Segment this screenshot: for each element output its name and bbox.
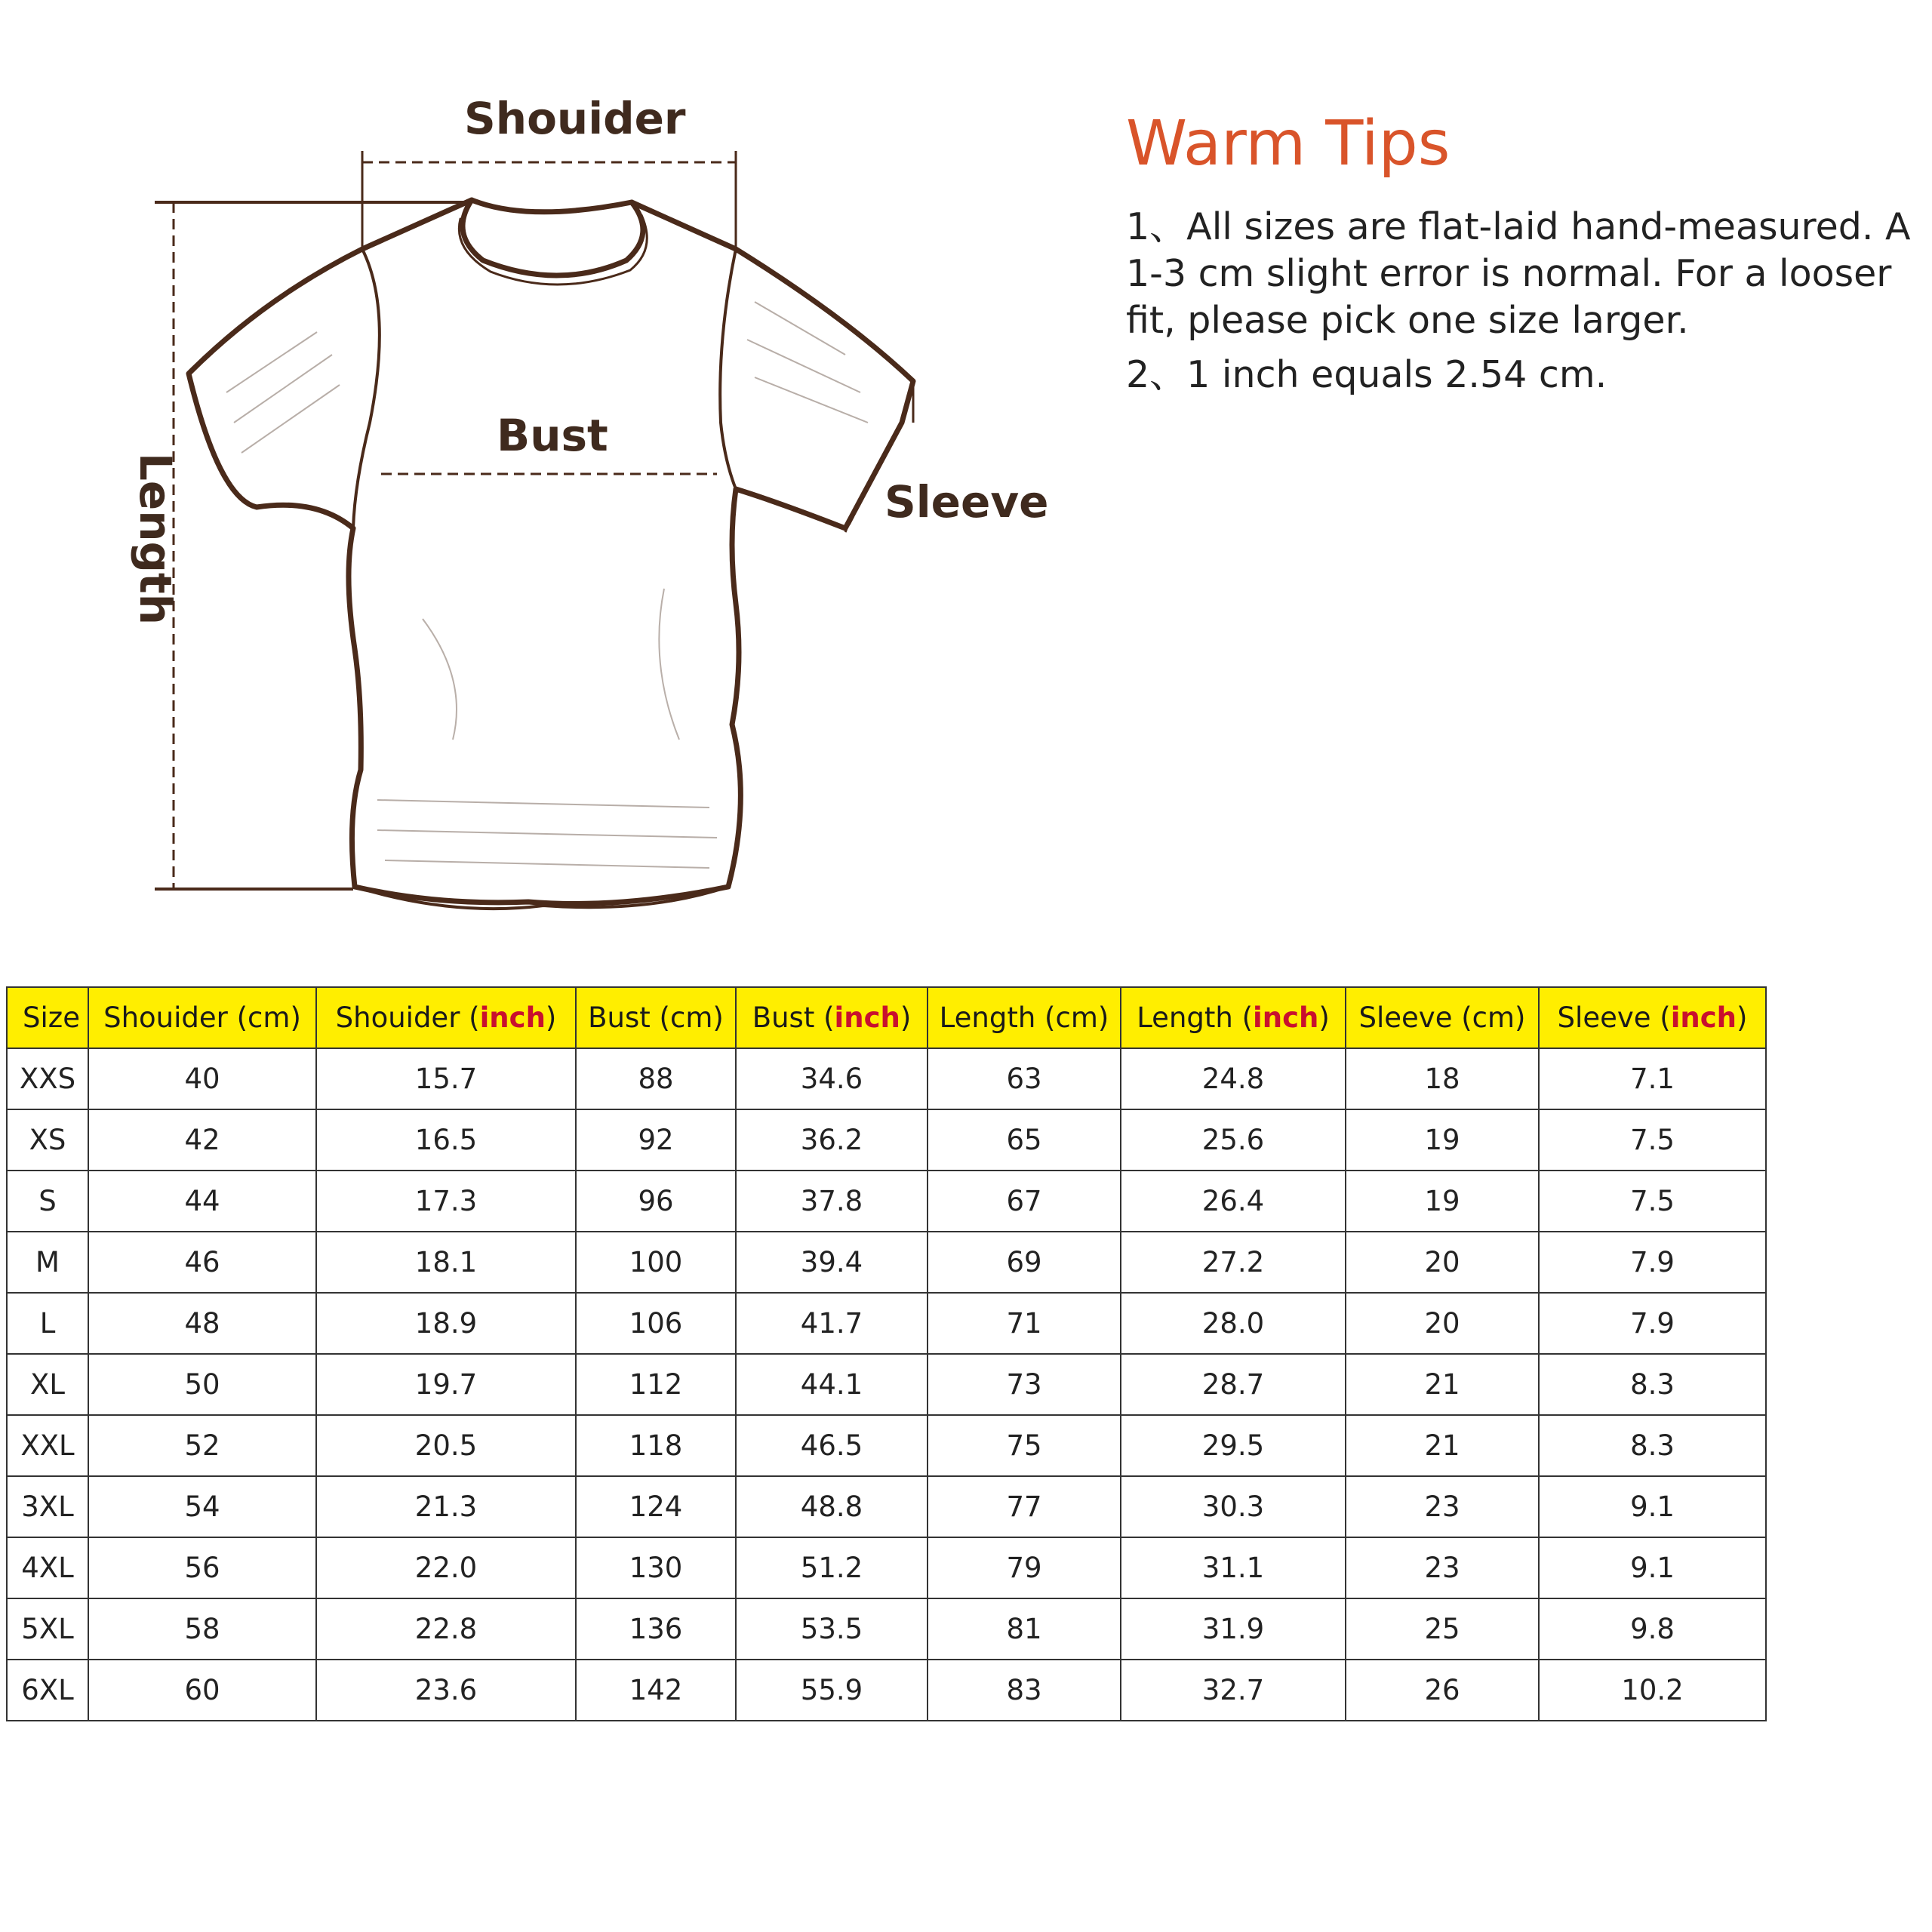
table-row	[7, 1232, 1766, 1293]
measurement-cell: 21	[1346, 1415, 1539, 1476]
measurement-cell: 48	[88, 1293, 316, 1354]
header-text: Bust (	[752, 1001, 835, 1034]
measurement-cell: 22.0	[316, 1537, 576, 1598]
measurement-cell: 56	[88, 1537, 316, 1598]
measurement-cell: 7.5	[1539, 1109, 1766, 1171]
measurement-cell: 31.9	[1121, 1598, 1346, 1660]
measurement-cell: 130	[576, 1537, 736, 1598]
header-text: )	[1737, 1001, 1748, 1034]
measurement-cell: 18.9	[316, 1293, 576, 1354]
unit-highlight: inch	[479, 1001, 546, 1034]
measurement-cell: 69	[928, 1232, 1121, 1293]
table-row	[7, 1048, 1766, 1109]
header-text: Shouider (	[335, 1001, 480, 1034]
measurement-cell: 28.7	[1121, 1354, 1346, 1415]
unit-highlight: inch	[1253, 1001, 1319, 1034]
measurement-cell: 77	[928, 1476, 1121, 1537]
size-cell: 4XL	[7, 1537, 88, 1598]
header-bust-cm: Bust (cm)	[576, 987, 736, 1048]
measurement-cell: 41.7	[736, 1293, 928, 1354]
measurement-cell: 75	[928, 1415, 1121, 1476]
measurement-cell: 21.3	[316, 1476, 576, 1537]
measurement-cell: 55.9	[736, 1660, 928, 1721]
warm-tips-title: Warm Tips	[1126, 108, 1451, 180]
table-row	[7, 1293, 1766, 1354]
measurement-cell: 25.6	[1121, 1109, 1346, 1171]
measurement-cell: 44.1	[736, 1354, 928, 1415]
measurement-cell: 53.5	[736, 1598, 928, 1660]
tip-item-2: 2、1 inch equals 2.54 cm.	[1126, 353, 1607, 396]
measurement-cell: 112	[576, 1354, 736, 1415]
measurement-cell: 46.5	[736, 1415, 928, 1476]
size-cell: 6XL	[7, 1660, 88, 1721]
sleeve-label: Sleeve	[884, 476, 1049, 528]
measurement-cell: 106	[576, 1293, 736, 1354]
measurement-cell: 18.1	[316, 1232, 576, 1293]
measurement-cell: 18	[1346, 1048, 1539, 1109]
measurement-cell: 58	[88, 1598, 316, 1660]
measurement-cell: 118	[576, 1415, 736, 1476]
measurement-cell: 21	[1346, 1354, 1539, 1415]
measurement-cell: 52	[88, 1415, 316, 1476]
measurement-cell: 88	[576, 1048, 736, 1109]
measurement-cell: 26	[1346, 1660, 1539, 1721]
measurement-cell: 46	[88, 1232, 316, 1293]
measurement-cell: 142	[576, 1660, 736, 1721]
measurement-cell: 54	[88, 1476, 316, 1537]
measurement-cell: 124	[576, 1476, 736, 1537]
measurement-cell: 79	[928, 1537, 1121, 1598]
table-row	[7, 1476, 1766, 1537]
tip-item-1: 1、All sizes are flat-laid hand-measured. A 1-3 cm slight error is normal. For a looser fit, please pick one size larger.	[1126, 205, 1911, 342]
measurement-cell: 20	[1346, 1232, 1539, 1293]
size-chart-table	[6, 986, 1767, 1721]
size-cell: 3XL	[7, 1476, 88, 1537]
header-text: Length (	[1137, 1001, 1254, 1034]
header-text: )	[1318, 1001, 1330, 1034]
header-length-inch	[1121, 987, 1346, 1048]
measurement-cell: 24.8	[1121, 1048, 1346, 1109]
size-cell: XXS	[7, 1048, 88, 1109]
header-shoulder-inch	[316, 987, 576, 1048]
measurement-cell: 63	[928, 1048, 1121, 1109]
measurement-cell: 19	[1346, 1109, 1539, 1171]
measurement-cell: 20	[1346, 1293, 1539, 1354]
measurement-cell: 67	[928, 1171, 1121, 1232]
measurement-cell: 20.5	[316, 1415, 576, 1476]
header-shoulder-cm: Shouider (cm)	[88, 987, 316, 1048]
bust-label: Bust	[497, 410, 608, 461]
measurement-cell: 25	[1346, 1598, 1539, 1660]
size-cell: 5XL	[7, 1598, 88, 1660]
header-text: )	[900, 1001, 912, 1034]
measurement-cell: 40	[88, 1048, 316, 1109]
measurement-cell: 8.3	[1539, 1354, 1766, 1415]
size-cell: M	[7, 1232, 88, 1293]
measurement-cell: 83	[928, 1660, 1121, 1721]
unit-highlight: inch	[834, 1001, 900, 1034]
measurement-cell: 26.4	[1121, 1171, 1346, 1232]
tshirt-shading	[226, 302, 868, 868]
unit-highlight: inch	[1670, 1001, 1737, 1034]
measurement-cell: 28.0	[1121, 1293, 1346, 1354]
size-cell: S	[7, 1171, 88, 1232]
measurement-cell: 9.1	[1539, 1476, 1766, 1537]
table-row	[7, 1109, 1766, 1171]
measurement-cell: 9.1	[1539, 1537, 1766, 1598]
header-text: Sleeve (	[1557, 1001, 1671, 1034]
measurement-cell: 8.3	[1539, 1415, 1766, 1476]
measurement-cell: 15.7	[316, 1048, 576, 1109]
measurement-cell: 27.2	[1121, 1232, 1346, 1293]
measurement-cell: 65	[928, 1109, 1121, 1171]
table-row	[7, 1598, 1766, 1660]
table-row	[7, 1354, 1766, 1415]
table-row	[7, 1171, 1766, 1232]
measurement-cell: 81	[928, 1598, 1121, 1660]
measurement-cell: 16.5	[316, 1109, 576, 1171]
measurement-cell: 36.2	[736, 1109, 928, 1171]
measurement-cell: 92	[576, 1109, 736, 1171]
measurement-cell: 39.4	[736, 1232, 928, 1293]
header-size: Size	[7, 987, 88, 1048]
measurement-cell: 10.2	[1539, 1660, 1766, 1721]
length-label: Length	[130, 452, 182, 626]
measurement-cell: 23	[1346, 1537, 1539, 1598]
table-row	[7, 1537, 1766, 1598]
measurement-cell: 7.5	[1539, 1171, 1766, 1232]
measurement-cell: 73	[928, 1354, 1121, 1415]
size-cell: XL	[7, 1354, 88, 1415]
header-text: )	[545, 1001, 557, 1034]
header-sleeve-inch	[1539, 987, 1766, 1048]
shoulder-label: Shouider	[464, 93, 686, 144]
measurement-cell: 60	[88, 1660, 316, 1721]
measurement-cell: 19.7	[316, 1354, 576, 1415]
table-header-row	[7, 987, 1766, 1048]
tshirt-outline	[189, 200, 913, 909]
measurement-cell: 44	[88, 1171, 316, 1232]
measurement-cell: 51.2	[736, 1537, 928, 1598]
measurement-cell: 71	[928, 1293, 1121, 1354]
measurement-cell: 37.8	[736, 1171, 928, 1232]
table-body	[7, 1048, 1766, 1721]
measurement-cell: 9.8	[1539, 1598, 1766, 1660]
warm-tips	[1126, 108, 1926, 406]
header-length-cm: Length (cm)	[928, 987, 1121, 1048]
measurement-cell: 7.9	[1539, 1232, 1766, 1293]
measurement-cell: 96	[576, 1171, 736, 1232]
measurement-cell: 17.3	[316, 1171, 576, 1232]
measurement-cell: 7.9	[1539, 1293, 1766, 1354]
measure-lines	[155, 151, 913, 889]
header-bust-inch	[736, 987, 928, 1048]
size-cell: L	[7, 1293, 88, 1354]
measurement-cell: 29.5	[1121, 1415, 1346, 1476]
measurement-cell: 31.1	[1121, 1537, 1346, 1598]
table-row	[7, 1660, 1766, 1721]
measurement-cell: 22.8	[316, 1598, 576, 1660]
measurement-cell: 100	[576, 1232, 736, 1293]
size-cell: XXL	[7, 1415, 88, 1476]
measurement-cell: 50	[88, 1354, 316, 1415]
header-sleeve-cm: Sleeve (cm)	[1346, 987, 1539, 1048]
measurement-cell: 7.1	[1539, 1048, 1766, 1109]
measurement-cell: 23	[1346, 1476, 1539, 1537]
table-row	[7, 1415, 1766, 1476]
measurement-cell: 19	[1346, 1171, 1539, 1232]
measurement-cell: 42	[88, 1109, 316, 1171]
measurement-cell: 48.8	[736, 1476, 928, 1537]
measurement-cell: 23.6	[316, 1660, 576, 1721]
measurement-cell: 30.3	[1121, 1476, 1346, 1537]
size-cell: XS	[7, 1109, 88, 1171]
measurement-cell: 34.6	[736, 1048, 928, 1109]
measurement-cell: 136	[576, 1598, 736, 1660]
measurement-cell: 32.7	[1121, 1660, 1346, 1721]
